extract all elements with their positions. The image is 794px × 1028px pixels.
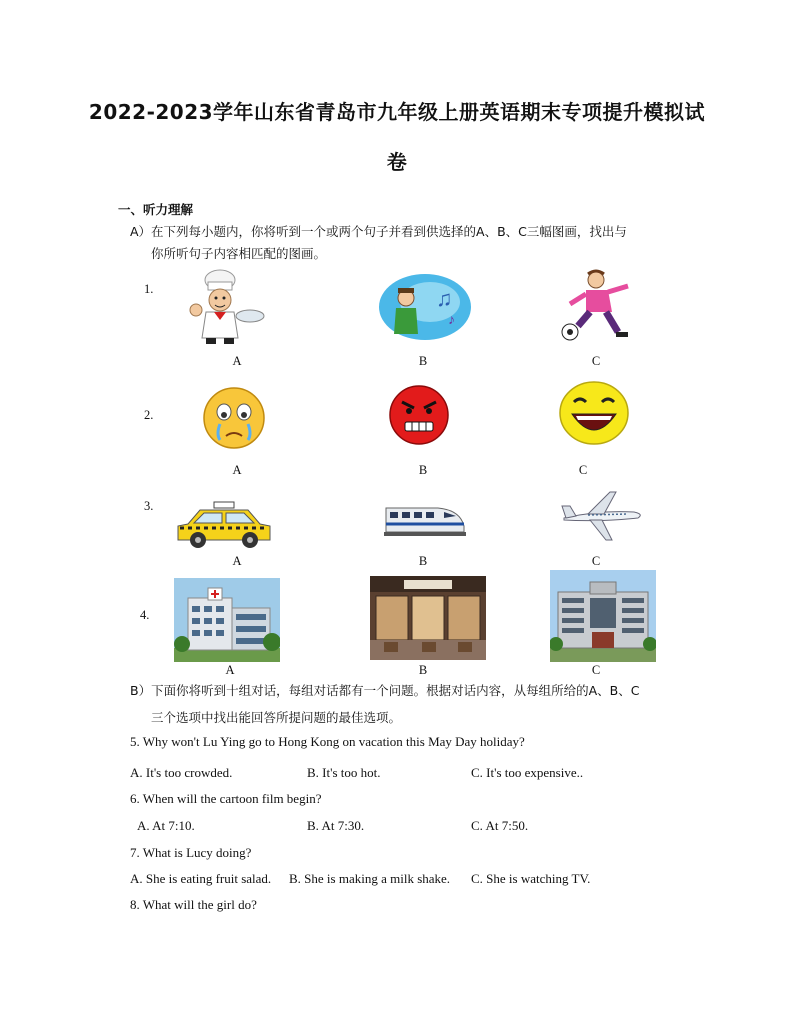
part-b-instruction-2: 三个选项中找出能回答所提问题的最佳选项。 <box>151 710 402 725</box>
question-number: 3. <box>144 499 154 513</box>
section-heading: 一、听力理解 <box>118 202 194 217</box>
option-label: A <box>232 463 242 477</box>
option-label: B <box>418 554 428 568</box>
question-text: 7. What is Lucy doing? <box>130 845 252 860</box>
svg-text:♪: ♪ <box>448 313 455 328</box>
answer-option-c: C. She is watching TV. <box>471 871 591 886</box>
part-b-instruction-1: B）下面你将听到十组对话，每组对话都有一个问题。根据对话内容，从每组所给的A、B、C <box>130 683 640 698</box>
answer-option-b: B. At 7:30. <box>307 818 365 833</box>
chef-icon <box>182 268 266 346</box>
music-singer-icon <box>378 272 472 342</box>
answer-option-c: C. At 7:50. <box>471 818 529 833</box>
question-text: 6. When will the cartoon film begin? <box>130 791 322 806</box>
svg-text:♫: ♫ <box>436 286 453 311</box>
part-a-instruction-2: 你所听句子内容相匹配的图画。 <box>151 246 327 261</box>
option-label: B <box>418 463 428 477</box>
train-icon <box>382 494 466 540</box>
question-text: 5. Why won't Lu Ying go to Hong Kong on vacation this May Day holiday? <box>130 734 525 749</box>
option-label: C <box>591 554 601 568</box>
answer-option-b: B. She is making a milk shake. <box>289 871 451 886</box>
option-label: A <box>232 354 242 368</box>
taxi-icon <box>176 500 272 550</box>
soccer-player-icon <box>556 268 642 344</box>
option-label: C <box>591 663 601 677</box>
question-text: 8. What will the girl do? <box>130 897 257 912</box>
answer-option-a: A. At 7:10. <box>137 818 195 833</box>
laughing-face-icon <box>558 380 630 446</box>
option-label: A <box>232 554 242 568</box>
answer-option-a: A. It's too crowded. <box>130 765 233 780</box>
office-building-icon <box>550 570 656 662</box>
answer-option-b: B. It's too hot. <box>307 765 381 780</box>
page-title-continued: 卷 <box>386 150 408 174</box>
option-label: B <box>418 663 428 677</box>
option-label: C <box>591 354 601 368</box>
hospital-building-icon <box>174 578 280 662</box>
answer-option-a: A. She is eating fruit salad. <box>130 871 272 886</box>
part-a-instruction-1: A）在下列每小题内，你将听到一个或两个句子并看到供选择的A、B、C三幅图画，找出与 <box>130 224 627 239</box>
option-label: A <box>225 663 235 677</box>
question-number: 1. <box>144 282 154 296</box>
option-label: B <box>418 354 428 368</box>
question-number: 2. <box>144 408 154 422</box>
cafe-storefront-icon <box>370 576 486 660</box>
crying-face-icon <box>202 386 266 450</box>
answer-option-c: C. It's too expensive.. <box>471 765 584 780</box>
page-title: 2022-2023学年山东省青岛市九年级上册英语期末专项提升模拟试 <box>88 100 706 124</box>
angry-face-icon <box>388 384 450 446</box>
question-number: 4. <box>140 608 150 622</box>
airplane-icon <box>558 486 644 542</box>
option-label: C <box>578 463 588 477</box>
